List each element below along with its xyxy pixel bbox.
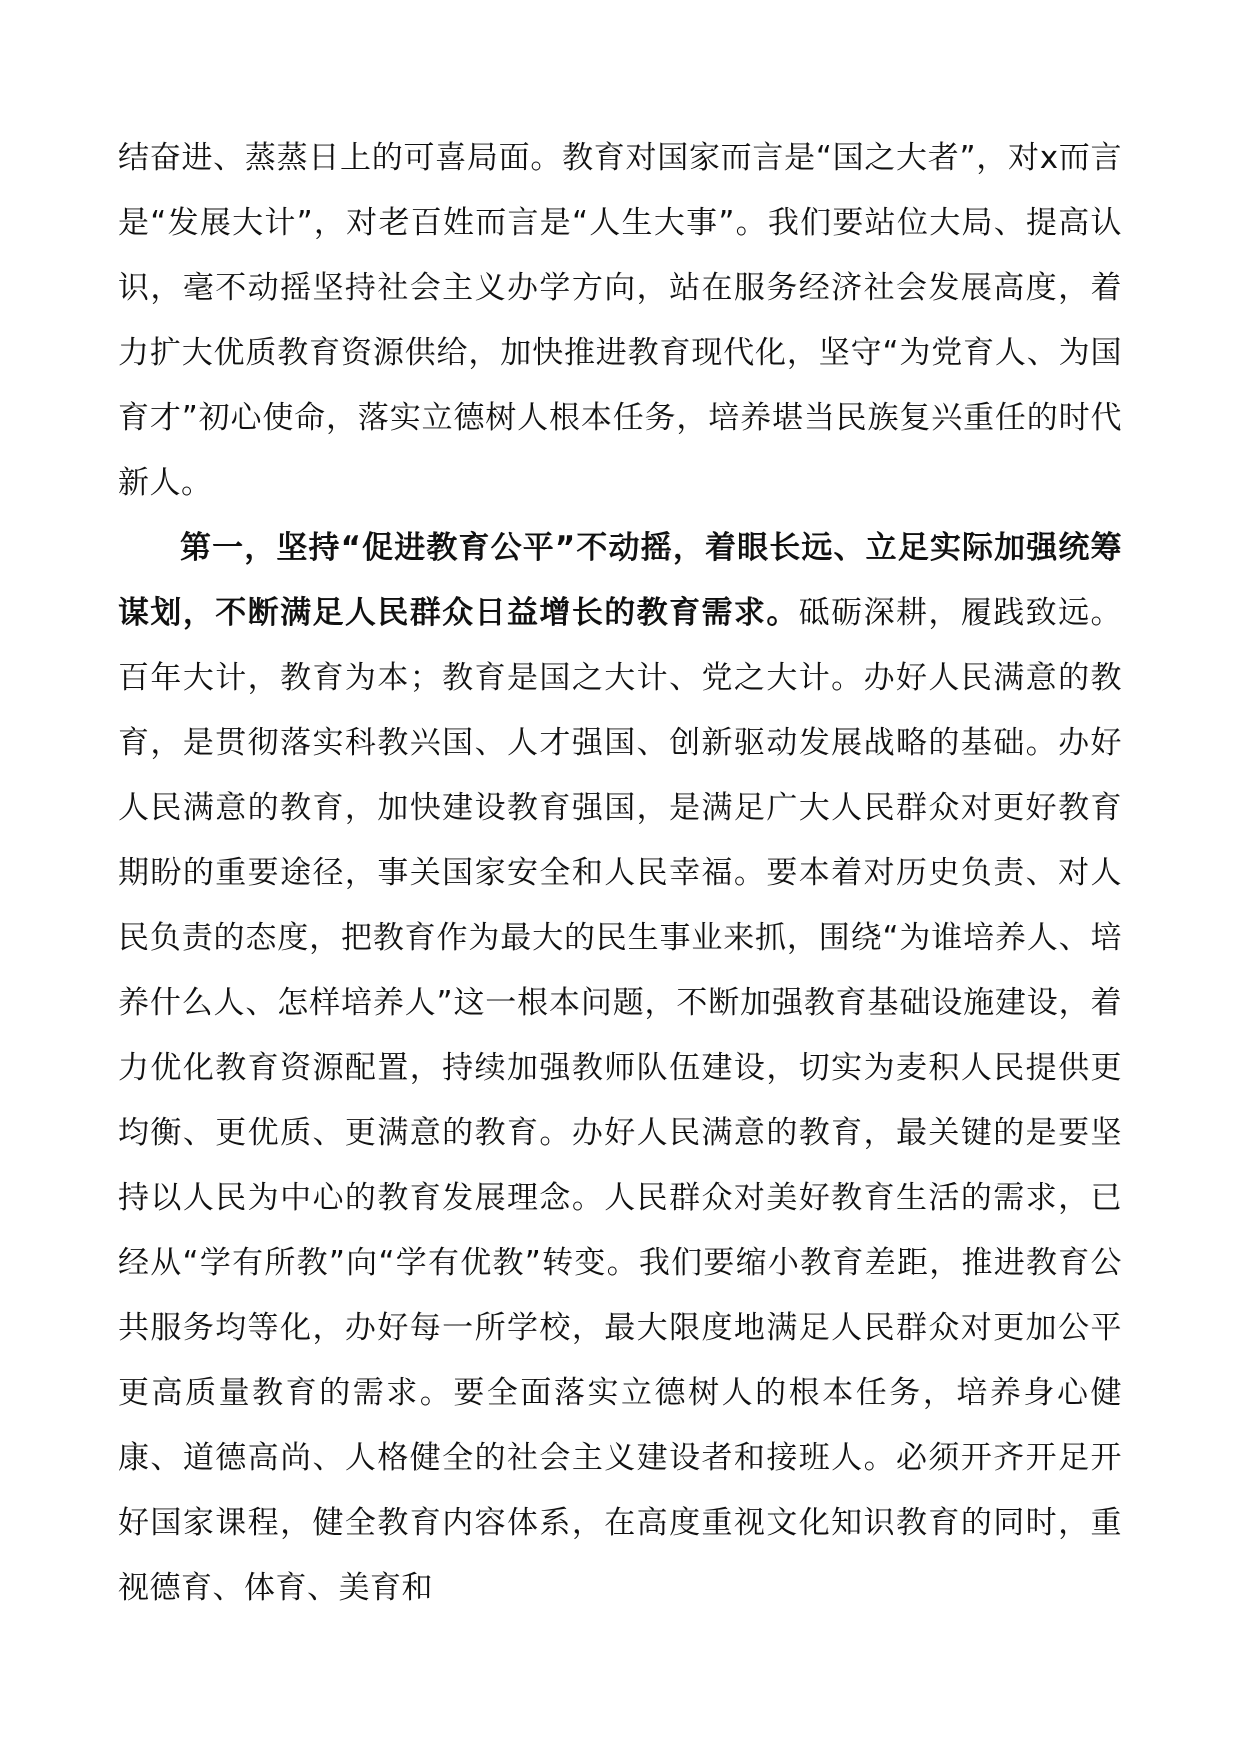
document-body: [118, 126, 1122, 1621]
paragraph-first-point: [118, 516, 1122, 1621]
paragraph-continued: 结奋进、蒸蒸日上的可喜局面。教育对国家而言是“国之大者”，对x而言是“发展大计”，对老百姓而言是“人生大事”。我们要站位大局、提高认识，毫不动摇坚持社会主义办学方向，站在服务经济社会发展高度，着力扩大优质教育资源供给，加快推进教育现代化，坚守“为党育人、为国育才”初心使命，落实立德树人根本任务，培养堪当民族复兴重任的时代新人。: [118, 140, 1122, 501]
paragraph-heading: 第一，坚持“促进教育公平”不动摇，着眼长远、立足实际加强统筹谋划，不断满足人民群众日益增长的教育需求。: [118, 530, 1122, 631]
paragraph-body: 砥砺深耕，履践致远。百年大计，教育为本；教育是国之大计、党之大计。办好人民满意的教育，是贯彻落实科教兴国、人才强国、创新驱动发展战略的基础。办好人民满意的教育，加快建设教育强国，是满足广大人民群众对更好教育期盼的重要途径，事关国家安全和人民幸福。要本着对历史负责、对人民负责的态度，把教育作为最大的民生事业来抓，围绕“为谁培养人、培养什么人、怎样培养人”这一根本问题，不断加强教育基础设施建设，着力优化教育资源配置，持续加强教师队伍建设，切实为麦积人民提供更均衡、更优质、更满意的教育。办好人民满意的教育，最关键的是要坚持以人民为中心的教育发展理念。人民群众对美好教育生活的需求，已经从“学有所教”向“学有优教”转变。我们要缩小教育差距，推进教育公共服务均等化，办好每一所学校，最大限度地满足人民群众对更加公平更高质量教育的需求。要全面落实立德树人的根本任务，培养身心健康、道德高尚、人格健全的社会主义建设者和接班人。必须开齐开足开好国家课程，健全教育内容体系，在高度重视文化知识教育的同时，重视德育、体育、美育和: [118, 595, 1122, 1606]
